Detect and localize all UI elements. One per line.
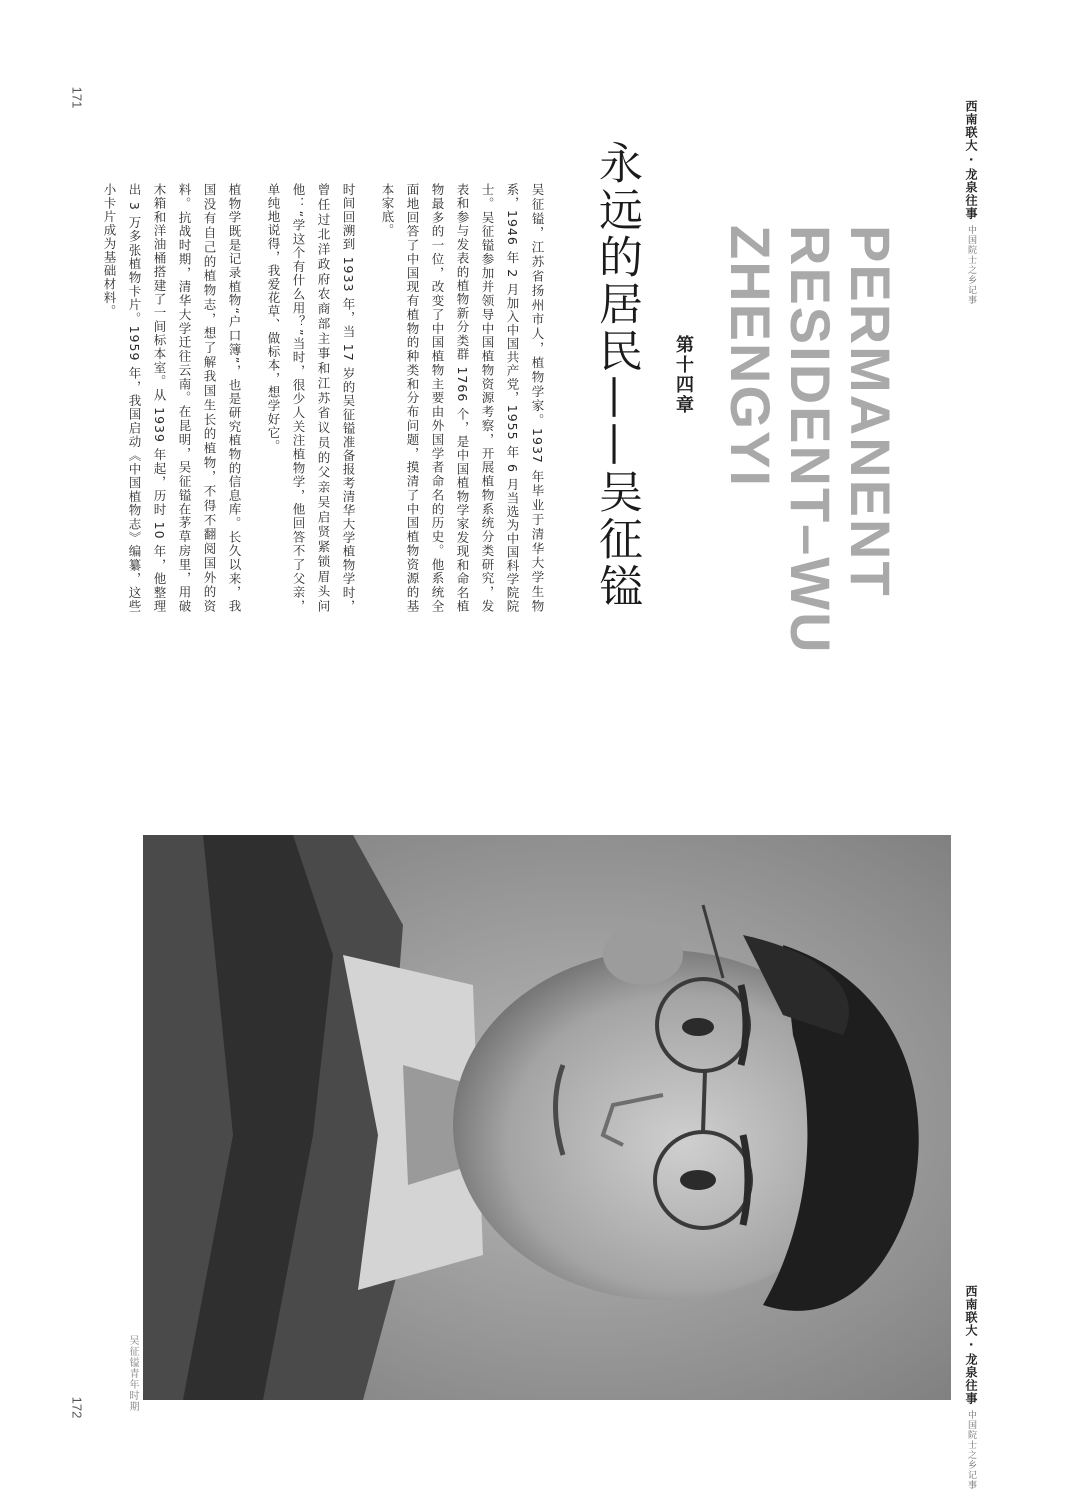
article-body xyxy=(102,183,550,613)
portrait-photo xyxy=(143,835,951,1400)
chapter-chinese-title: 永远的居民——吴征镒 xyxy=(591,140,642,610)
english-title-line: ZHENGYI xyxy=(719,225,782,488)
body-paragraph: 时间回溯到 1933 年，当 17 岁的吴征镒准备报考清华大学植物学时，曾任过北洋政府农商部主事和江苏省议员的父亲吴启贤紧锁眉头问他：“学这个有什么用？”当时，很少人关注植物学，他回答不了父亲，单纯地说得，我爱花草、做标本，想学好它。 xyxy=(266,183,356,613)
body-paragraph: 植物学既是记录植物“户口簿”，也是研究植物的信息库。长久以来，我国没有自己的植物志，想了解我国生长的植物，不得不翻阅国外的资料。抗战时期，清华大学迁往云南。在昆明，吴征镒在茅草房里，用破木箱和洋油桶搭建了一间标本室。从 1939 年起，历时 10 年，他整理出 3 万多张植物卡片。1959 年，我国启动《中国植物志》编纂，这些小卡片成为基础材料。 xyxy=(102,183,242,613)
chapter-label: 第十四章 xyxy=(673,335,694,415)
chapter-english-title xyxy=(720,225,900,655)
series-title: 西南联大 · 龙泉往事 xyxy=(964,1285,978,1405)
series-title: 西南联大 · 龙泉往事 xyxy=(964,100,978,220)
page-number-left: 171 xyxy=(69,86,85,109)
page-number-right: 172 xyxy=(69,1396,85,1419)
photo-caption: 吴征镒青年时期 xyxy=(127,1335,138,1412)
running-header-top xyxy=(962,100,981,305)
body-paragraph: 吴征镒，江苏省扬州市人，植物学家。1937 年毕业于清华大学生物系，1946 年 2 月加入中国共产党，1955 年 6 月当选为中国科学院院士。吴征镒参加并领导中国植物资源考察，开展植物系统分类研究，发表和参与发表的植物新分类群 1766 个，是中国植物学家发现和命名植物最多的一位，改变了中国植物主要由外国学者命名的历史。他系统全面地回答了中国现有植物的种类和分布问题，摸清了中国植物资源的基本家底。 xyxy=(380,183,545,613)
english-title-line: RESIDENT–WU xyxy=(779,225,842,655)
series-subtitle: 中国院士之乡记事 xyxy=(966,1410,976,1491)
series-subtitle: 中国院士之乡记事 xyxy=(966,225,976,306)
portrait-photo-image xyxy=(143,835,951,1400)
english-title-line: PERMANENT xyxy=(839,225,902,598)
running-header-bottom xyxy=(962,1285,981,1490)
